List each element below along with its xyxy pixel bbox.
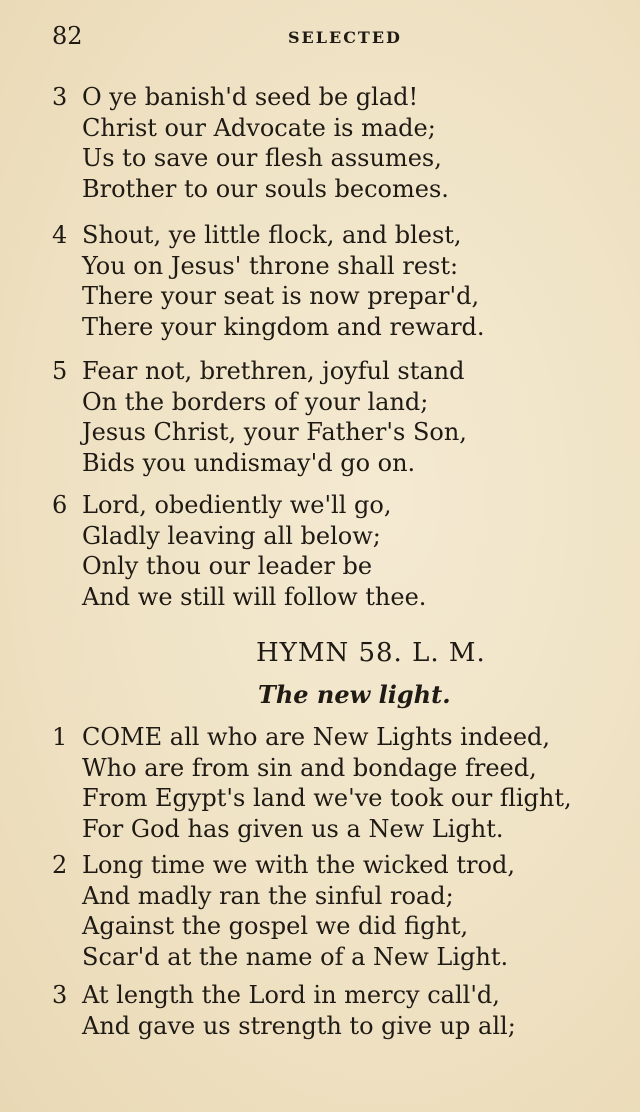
verse-line: Shout, ye little flock, and blest,: [82, 221, 462, 249]
verse-line: Who are from sin and bondage freed,: [82, 753, 537, 782]
verse-line: Jesus Christ, your Father's Son,: [82, 418, 467, 446]
verse-line: At length the Lord in mercy call'd,: [82, 981, 500, 1009]
stanza-number: 3: [52, 981, 68, 1009]
verse-line: Fear not, brethren, joyful stand: [82, 357, 465, 385]
verse-line: COME all who are New Lights indeed,: [82, 723, 551, 751]
stanza-5: [52, 356, 467, 478]
stanza-number: 1: [52, 723, 68, 751]
stanza-number: 2: [52, 851, 68, 879]
verse-line: Scar'd at the name of a New Light.: [82, 942, 509, 971]
verse-line: You on Jesus' throne shall rest:: [82, 251, 459, 280]
stanza-4: [52, 220, 485, 342]
verse-line: Christ our Advocate is made;: [82, 113, 436, 142]
verse-line: Long time we with the wicked trod,: [82, 851, 515, 879]
verse-line: Only thou our leader be: [82, 552, 373, 580]
running-head: SELECTED: [288, 28, 402, 47]
verse-line: Against the gospel we did fight,: [82, 912, 469, 940]
verse-line: Us to save our flesh assumes,: [82, 144, 442, 172]
verse-line: Gladly leaving all below;: [82, 521, 381, 550]
stanza-number: 4: [52, 221, 68, 249]
stanza-number: 5: [52, 357, 68, 385]
verse-line: From Egypt's land we've took our flight,: [82, 784, 572, 812]
verse-line: O ye banish'd seed be glad!: [82, 83, 419, 111]
page-header: [52, 22, 600, 54]
verse-line: Lord, obediently we'll go,: [82, 491, 392, 519]
verse-line: On the borders of your land;: [82, 387, 429, 416]
stanza-number: 3: [52, 83, 68, 111]
verse-line: And gave us strength to give up all;: [82, 1011, 516, 1040]
verse-line: There your seat is now prepar'd,: [82, 282, 480, 310]
stanza-3: [52, 82, 449, 204]
verse-line: And we still will follow thee.: [82, 582, 427, 611]
verse-line: For God has given us a New Light.: [82, 814, 504, 843]
stanza-number: 6: [52, 491, 68, 519]
stanza-6: [52, 490, 426, 612]
verse-line: Brother to our souls becomes.: [82, 174, 449, 203]
verse-line: There your kingdom and reward.: [82, 312, 485, 341]
verse-line: And madly ran the sinful road;: [82, 881, 454, 910]
page-number: 82: [52, 22, 83, 50]
hymn-subtitle: The new light.: [258, 680, 451, 709]
hymn-stanza-2: [52, 850, 515, 972]
hymn-title: HYMN 58. L. M.: [256, 638, 486, 668]
hymn-stanza-1: [52, 722, 572, 844]
hymn-stanza-3: [52, 980, 516, 1041]
verse-line: Bids you undismay'd go on.: [82, 448, 416, 477]
